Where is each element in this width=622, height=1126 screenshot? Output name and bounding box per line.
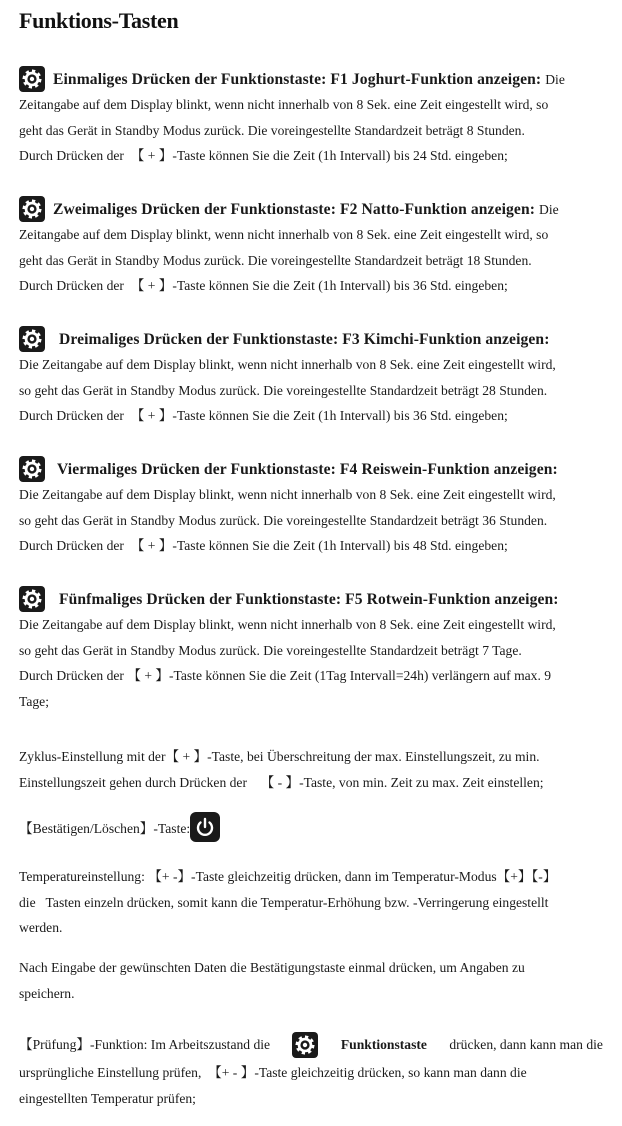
text-line: Nach Eingabe der gewünschten Daten die Bestätigungstaste einmal drücken, um Angaben zu bbox=[19, 960, 525, 975]
check-prefix: 【Prüfung】-Funktion: Im Arbeitszustand die bbox=[19, 1037, 271, 1053]
gear-icon bbox=[19, 66, 45, 92]
section-heading-text: Dreimaliges Drücken der Funktionstaste: F3 Kimchi-Funktion anzeigen: bbox=[59, 330, 550, 348]
save-paragraph bbox=[19, 955, 603, 1006]
check-suffix: drücken, dann kann man die bbox=[449, 1037, 603, 1053]
section-heading-text: Viermaliges Drücken der Funktionstaste: F4 Reiswein-Funktion anzeigen: bbox=[57, 460, 558, 478]
text-line: Zeitangabe auf dem Display blinkt, wenn nicht innerhalb von 8 Sek. eine Zeit eingestellt wird, so bbox=[19, 97, 549, 112]
text-line: die Tasten einzeln drücken, somit kann die Temperatur-Erhöhung bzw. -Verringerung eingestellt bbox=[19, 894, 549, 910]
section-f2 bbox=[19, 192, 603, 299]
section-heading-tail: Die bbox=[539, 201, 559, 217]
section-heading bbox=[19, 452, 603, 482]
text-line: eingestellten Temperatur prüfen; bbox=[19, 1090, 196, 1106]
confirm-delete-label: 【Bestätigen/Löschen】-Taste: bbox=[19, 821, 191, 836]
section-heading bbox=[19, 322, 603, 352]
gear-icon bbox=[292, 1032, 318, 1058]
text-line: Durch Drücken der 【 + 】-Taste können Sie die Zeit (1h Intervall) bis 48 Std. eingeben; bbox=[19, 538, 508, 553]
section-heading bbox=[19, 62, 603, 92]
text-line: Durch Drücken der 【 + 】-Taste können Sie die Zeit (1h Intervall) bis 36 Std. eingeben; bbox=[19, 278, 508, 293]
section-heading bbox=[19, 192, 603, 222]
power-icon bbox=[190, 812, 220, 842]
text-line: so geht das Gerät in Standby Modus zurück. Die voreingestellte Standardzeit beträgt 36 Stunden. bbox=[19, 512, 548, 528]
text-line: Durch Drücken der 【 + 】-Taste können Sie die Zeit (1h Intervall) bis 24 Std. eingeben; bbox=[19, 148, 508, 163]
text-line bbox=[19, 1030, 603, 1060]
text-line: Durch Drücken der 【 + 】-Taste können Sie die Zeit (1Tag Intervall=24h) verlängern auf max. 9 bbox=[19, 668, 552, 683]
section-f1 bbox=[19, 62, 603, 169]
gear-icon bbox=[19, 456, 45, 482]
text-line: Temperatureinstellung: 【+ -】-Taste gleichzeitig drücken, dann im Temperatur-Modus【+】【-】 bbox=[19, 869, 557, 884]
text-line: Die Zeitangabe auf dem Display blinkt, wenn nicht innerhalb von 8 Sek. eine Zeit eingestellt wird, bbox=[19, 357, 556, 372]
section-f4 bbox=[19, 452, 603, 559]
text-line: so geht das Gerät in Standby Modus zurück. Die voreingestellte Standardzeit beträgt 28 Stunden. bbox=[19, 382, 548, 398]
page-title: Funktions-Tasten bbox=[19, 8, 179, 33]
section-f3 bbox=[19, 322, 603, 429]
section-heading-tail: Die bbox=[545, 71, 565, 87]
text-line: so geht das Gerät in Standby Modus zurück. Die voreingestellte Standardzeit beträgt 7 Tage. bbox=[19, 642, 522, 658]
text-line: geht das Gerät in Standby Modus zurück. Die voreingestellte Standardzeit beträgt 8 Stunden. bbox=[19, 122, 525, 138]
text-line: Die Zeitangabe auf dem Display blinkt, wenn nicht innerhalb von 8 Sek. eine Zeit eingestellt wird, bbox=[19, 487, 556, 502]
section-heading-text: Einmaliges Drücken der Funktionstaste: F1 Joghurt-Funktion anzeigen: bbox=[53, 70, 542, 88]
temperature-paragraph bbox=[19, 864, 603, 941]
section-heading-text: Fünfmaliges Drücken der Funktionstaste: F5 Rotwein-Funktion anzeigen: bbox=[59, 590, 559, 608]
text-line: ursprüngliche Einstellung prüfen, 【+ - 】-Taste gleichzeitig drücken, so kann man dann die bbox=[19, 1065, 527, 1080]
text-line: Einstellungszeit gehen durch Drücken der 【 - 】-Taste, von min. Zeit zu max. Zeit einstellen; bbox=[19, 774, 544, 790]
section-heading-text: Zweimaliges Drücken der Funktionstaste: F2 Natto-Funktion anzeigen: bbox=[53, 200, 536, 218]
section-f5 bbox=[19, 582, 603, 714]
gear-icon bbox=[19, 196, 45, 222]
text-line: werden. bbox=[19, 920, 63, 935]
text-line: Zyklus-Einstellung mit der【 + 】-Taste, bei Überschreitung der max. Einstellungszeit, zu min. bbox=[19, 749, 540, 764]
section-heading bbox=[19, 582, 603, 612]
text-line: speichern. bbox=[19, 985, 75, 1001]
text-line: Tage; bbox=[19, 693, 49, 709]
text-line: geht das Gerät in Standby Modus zurück. Die voreingestellte Standardzeit beträgt 18 Stunden. bbox=[19, 252, 532, 268]
check-bold-word: Funktionstaste bbox=[340, 1037, 427, 1053]
text-line: Die Zeitangabe auf dem Display blinkt, wenn nicht innerhalb von 8 Sek. eine Zeit eingestellt wird, bbox=[19, 617, 556, 632]
text-line: Zeitangabe auf dem Display blinkt, wenn nicht innerhalb von 8 Sek. eine Zeit eingestellt wird, so bbox=[19, 227, 549, 242]
text-line: Durch Drücken der 【 + 】-Taste können Sie die Zeit (1h Intervall) bis 36 Std. eingeben; bbox=[19, 408, 508, 423]
gear-icon bbox=[19, 586, 45, 612]
cycle-setting-paragraph bbox=[19, 744, 603, 795]
confirm-delete-line bbox=[19, 812, 220, 842]
check-paragraph bbox=[19, 1030, 603, 1111]
gear-icon bbox=[19, 326, 45, 352]
